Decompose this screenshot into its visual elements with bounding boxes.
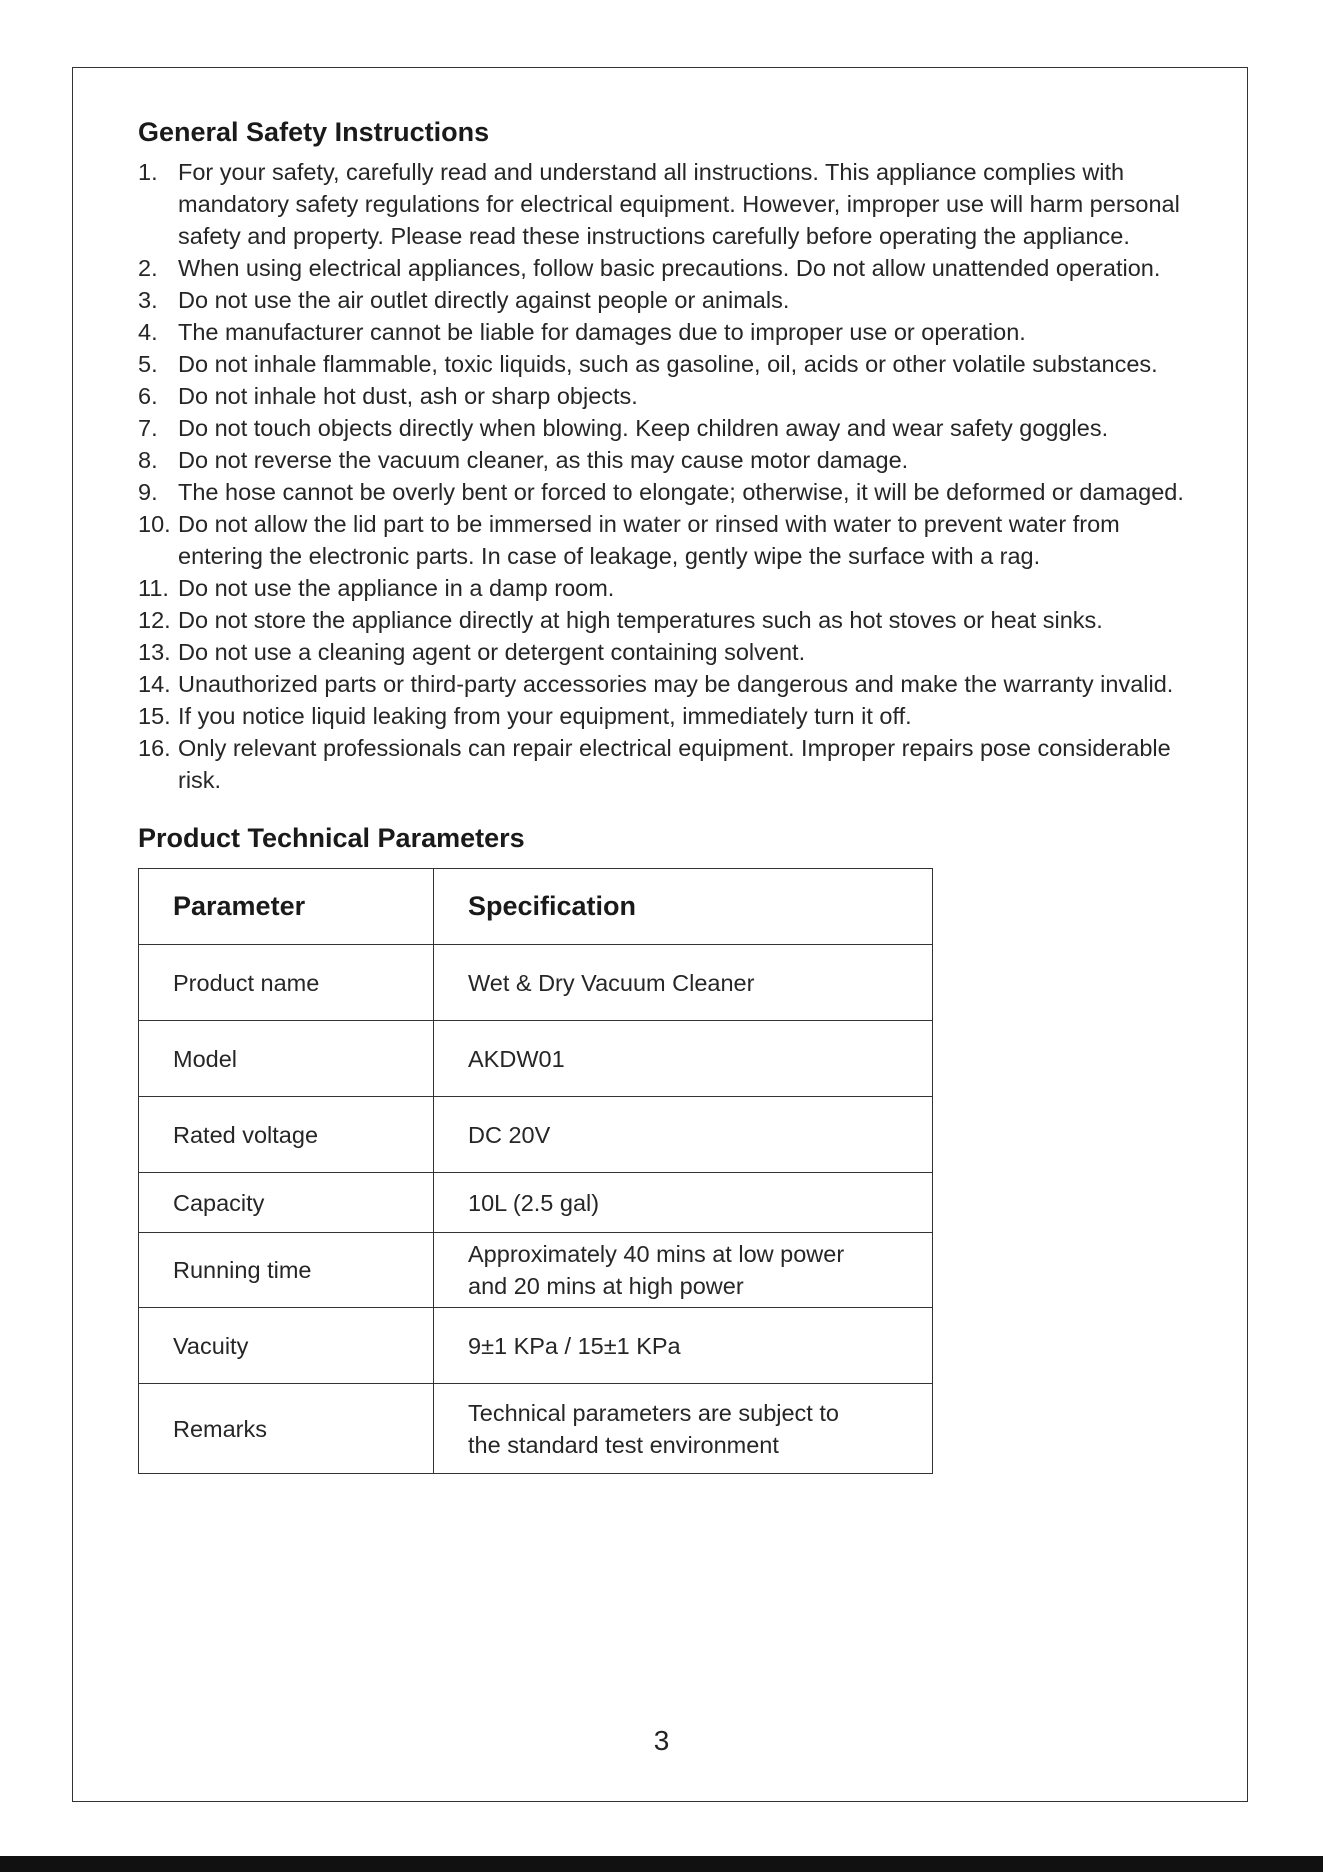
- table-row: [139, 1384, 933, 1474]
- specification-cell: Wet & Dry Vacuum Cleaner: [434, 945, 933, 1021]
- item-number: 10.: [138, 511, 171, 537]
- table-row: [139, 1233, 933, 1308]
- table-row: [139, 1308, 933, 1384]
- parameters-heading: Product Technical Parameters: [138, 823, 525, 853]
- list-item: [138, 316, 1198, 348]
- parameter-cell: Vacuity: [139, 1308, 434, 1384]
- list-item: [138, 252, 1198, 284]
- list-item: [138, 284, 1198, 316]
- parameter-cell: Product name: [139, 945, 434, 1021]
- item-text: The hose cannot be overly bent or forced to elongate; otherwise, it will be deformed or damaged.: [178, 479, 1184, 505]
- specification-cell: 10L (2.5 gal): [434, 1173, 933, 1233]
- item-text: If you notice liquid leaking from your equipment, immediately turn it off.: [178, 703, 912, 729]
- list-item: [138, 348, 1198, 380]
- item-text: Do not use the appliance in a damp room.: [178, 575, 615, 601]
- item-text: Do not use the air outlet directly against people or animals.: [178, 287, 790, 313]
- item-text: For your safety, carefully read and understand all instructions. This appliance complies with mandatory safety regulations for electrical equipment. However, improper use will harm personal safety and property. Please read these instructions carefully before operating the appliance.: [178, 159, 1180, 249]
- item-text: Do not inhale hot dust, ash or sharp objects.: [178, 383, 638, 409]
- item-number: 1.: [138, 159, 158, 185]
- list-item: [138, 444, 1198, 476]
- item-number: 3.: [138, 287, 158, 313]
- item-number: 4.: [138, 319, 158, 345]
- item-number: 9.: [138, 479, 158, 505]
- specification-cell: DC 20V: [434, 1097, 933, 1173]
- specification-cell: AKDW01: [434, 1021, 933, 1097]
- list-item: [138, 700, 1198, 732]
- item-number: 11.: [138, 575, 169, 601]
- safety-instructions-list: [138, 156, 1198, 796]
- item-number: 12.: [138, 607, 171, 633]
- item-text: Do not store the appliance directly at high temperatures such as hot stoves or heat sinks.: [178, 607, 1103, 633]
- list-item: [138, 476, 1198, 508]
- column-header-parameter: Parameter: [139, 869, 434, 945]
- list-item: [138, 412, 1198, 444]
- item-number: 6.: [138, 383, 158, 409]
- safety-heading: General Safety Instructions: [138, 117, 490, 147]
- parameter-cell: Remarks: [139, 1384, 434, 1474]
- list-item: [138, 156, 1198, 252]
- list-item: [138, 572, 1198, 604]
- list-item: [138, 380, 1198, 412]
- table-row: [139, 945, 933, 1021]
- item-number: 16.: [138, 735, 171, 761]
- page-number: 3: [653, 1725, 670, 1756]
- parameter-cell: Model: [139, 1021, 434, 1097]
- item-text: Do not reverse the vacuum cleaner, as this may cause motor damage.: [178, 447, 909, 473]
- parameters-table: [138, 868, 933, 1474]
- table-row: [139, 1097, 933, 1173]
- specification-cell: Approximately 40 mins at low power and 20 mins at high power: [434, 1233, 933, 1308]
- specification-cell: Technical parameters are subject to the standard test environment: [434, 1384, 933, 1474]
- item-text: Only relevant professionals can repair electrical equipment. Improper repairs pose considerable risk.: [178, 735, 1171, 793]
- column-header-specification: Specification: [434, 869, 933, 945]
- table-header-row: [139, 869, 933, 945]
- item-number: 7.: [138, 415, 158, 441]
- parameter-cell: Rated voltage: [139, 1097, 434, 1173]
- item-number: 8.: [138, 447, 158, 473]
- item-text: Do not inhale flammable, toxic liquids, such as gasoline, oil, acids or other volatile substances.: [178, 351, 1158, 377]
- item-number: 5.: [138, 351, 158, 377]
- parameter-cell: Capacity: [139, 1173, 434, 1233]
- item-number: 13.: [138, 639, 171, 665]
- page-content: [138, 110, 1198, 1474]
- list-item: [138, 732, 1198, 796]
- item-text: The manufacturer cannot be liable for damages due to improper use or operation.: [178, 319, 1026, 345]
- list-item: [138, 604, 1198, 636]
- list-item: [138, 508, 1198, 572]
- item-text: Do not allow the lid part to be immersed in water or rinsed with water to prevent water from entering the electronic parts. In case of leakage, gently wipe the surface with a rag.: [178, 511, 1120, 569]
- item-number: 2.: [138, 255, 158, 281]
- parameter-cell: Running time: [139, 1233, 434, 1308]
- item-text: Do not use a cleaning agent or detergent containing solvent.: [178, 639, 806, 665]
- item-text: Unauthorized parts or third-party accessories may be dangerous and make the warranty invalid.: [178, 671, 1174, 697]
- table-row: [139, 1173, 933, 1233]
- bottom-scan-edge: [0, 1856, 1323, 1872]
- table-row: [139, 1021, 933, 1097]
- item-number: 15.: [138, 703, 171, 729]
- list-item: [138, 668, 1198, 700]
- specification-cell: 9±1 KPa / 15±1 KPa: [434, 1308, 933, 1384]
- item-number: 14.: [138, 671, 171, 697]
- item-text: When using electrical appliances, follow basic precautions. Do not allow unattended operation.: [178, 255, 1161, 281]
- list-item: [138, 636, 1198, 668]
- item-text: Do not touch objects directly when blowing. Keep children away and wear safety goggles.: [178, 415, 1109, 441]
